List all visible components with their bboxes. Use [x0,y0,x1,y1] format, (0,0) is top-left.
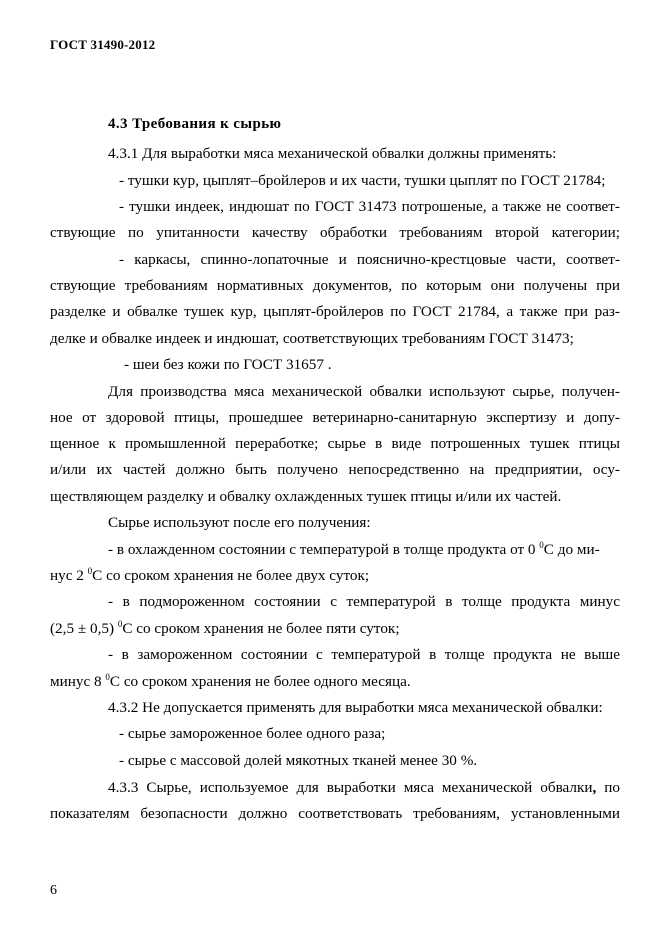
list-item-turkeys: - тушки индеек, индюшат по ГОСТ 31473 потрошеные, а также не соответ- [119,198,620,215]
section-title: 4.3 Требования к сырью [108,116,282,132]
paragraph-line: делке и обвалке индеек и индюшат, соответствующих требованиям ГОСТ 31473; [50,330,574,347]
list-item-refrozen: - сырье замороженное более одного раза; [119,725,386,742]
list-item-subfrozen: - в подмороженном состоянии с температурой в толще продукта минус [108,593,620,610]
paragraph-line: ствующие по упитанности качеству обработки требованиям второй категории; [50,224,620,241]
list-item-soft-tissue: - сырье с массовой долей мякотных тканей менее 30 %. [119,752,478,769]
paragraph-line: минус 8 $^0$С со сроком хранения не более одного месяца. [50,672,411,690]
paragraph-line: ствующие требованиям нормативных документов, по которым они получены при [50,277,620,294]
paragraph-line: показателям безопасности должно соответствовать требованиям, установленными [50,805,620,822]
paragraph-raw-material: Для производства мяса механической обвалки используют сырье, получен- [108,383,620,400]
list-item-chilled: - в охлажденном состоянии с температурой в толще продукта от 0 $^0$С до ми- [108,540,600,558]
paragraph-line: ществляющем разделку и обвалку охлажденных тушек птицы и/или их частей. [50,488,562,505]
paragraph-line: разделке и обвалке тушек кур, цыплят-бройлеров по ГОСТ 21784, а также при раз- [50,303,620,320]
list-item-frozen: - в замороженном состоянии с температурой в толще продукта не выше [108,646,620,663]
paragraph-line: (2,5 ± 0,5) $^0$С со сроком хранения не более пяти суток; [50,619,400,637]
clause-4-3-3: 4.3.3 Сырье, используемое для выработки мяса механической обвалки, по [108,779,620,796]
list-item-carcasses: - каркасы, спинно-лопаточные и пояснично-крестцовые части, соответ- [119,251,620,268]
paragraph-line: и/или их частей должно быть получено непосредственно на предприятии, осу- [50,461,620,478]
clause-4-3-1: 4.3.1 Для выработки мяса механической обвалки должны применять: [108,145,557,162]
paragraph-line: щенное к промышленной переработке; сырье в виде потрошенных тушек птицы [50,435,620,452]
paragraph-line: нус 2 $^0$С со сроком хранения не более двух суток; [50,566,370,584]
paragraph-line: ное от здоровой птицы, прошедшее ветеринарно-санитарную экспертизу и допу- [50,409,620,426]
page-number: 6 [50,883,57,898]
document-header: ГОСТ 31490-2012 [50,37,156,52]
paragraph-usage: Сырье используют после его получения: [108,514,371,531]
list-item-necks: - шеи без кожи по ГОСТ 31657 . [124,356,332,373]
list-item-chickens: - тушки кур, цыплят–бройлеров и их части, тушки цыплят по ГОСТ 21784; [119,172,606,189]
clause-4-3-2: 4.3.2 Не допускается применять для выработки мяса механической обвалки: [108,699,603,716]
